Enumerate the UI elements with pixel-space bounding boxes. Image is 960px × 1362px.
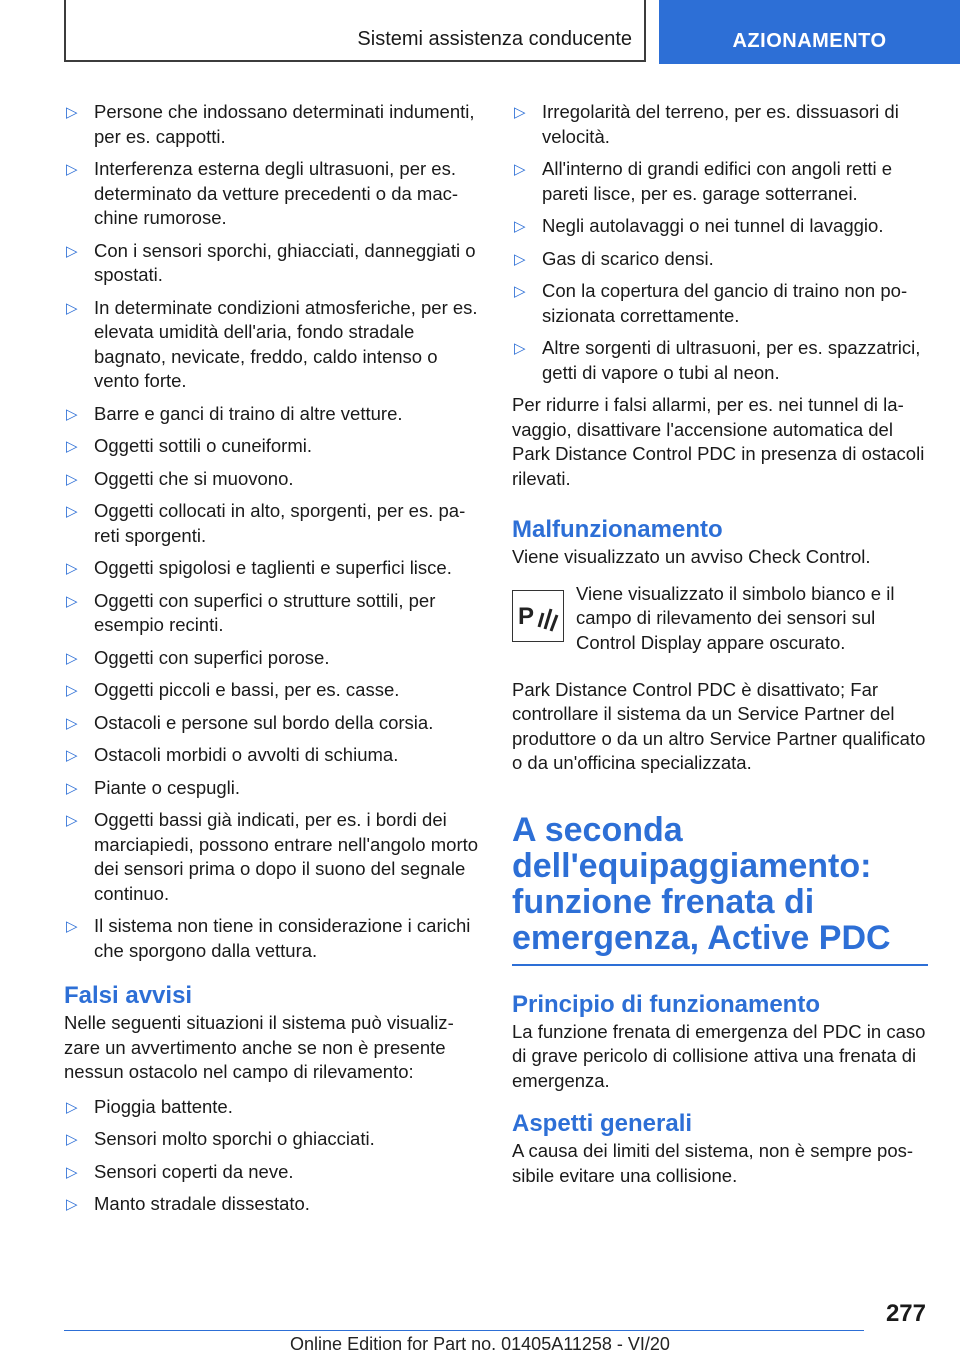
triangle-right-icon: ▷ [514,218,526,235]
list-item: ▷ Persone che indossano determinati indumenti, per es. cappotti. [66,101,475,147]
page-header [64,0,960,64]
triangle-right-icon: ▷ [514,161,526,178]
triangle-right-icon: ▷ [66,299,78,317]
triangle-right-icon: ▷ [66,104,78,121]
list-item: ▷ Oggetti spigolosi e taglienti e superfici lisce. [64,556,480,581]
pdc-warning-icon-graphic [513,591,562,640]
list-item: ▷ Ostacoli morbidi o avvolti di schiuma. [64,743,480,768]
list-item: ▷ Gas di scarico densi. [512,247,928,272]
list-item: ▷ Oggetti con superfici o strutture sottili, per esempio recinti. [66,589,436,635]
chapter-tab [659,0,960,64]
triangle-right-icon: ▷ [66,470,78,488]
list-item: ▷ Oggetti piccoli e bassi, per es. casse. [64,678,480,703]
svg-text:P: P [518,602,535,630]
falsi-avvisi-heading: Falsi avvisi [64,982,193,1009]
list-item: ▷ Manto stradale dissestato. [64,1192,480,1217]
list-item: ▷ Negli autolavaggi o nei tunnel di lavaggio. [512,214,928,239]
triangle-right-icon: ▷ [66,503,78,520]
list-item: ▷ Sensori molto sporchi o ghiacciati. [64,1127,480,1152]
triangle-right-icon: ▷ [66,560,78,577]
principio-heading: Principio di funzionamento [512,990,820,1018]
footer-divider [64,1330,864,1331]
malfunction-advice: Park Distance Control PDC è disattivato; Far controllare il sistema da un Service Partner del produttore o da un altro Service Partner qualificato o da un'officina specializzata. [512,678,926,773]
section-tab [64,0,646,62]
footer-edition: Online Edition for Part no. 01405A11258 - VI/20 [290,1334,670,1354]
list-item: ▷ Pioggia battente. [64,1095,480,1120]
list-item: ▷ Oggetti collocati in alto, sporgenti, per es. pareti sporgenti. [66,500,466,546]
list-item: ▷ Con la copertura del gancio di traino non posizionata correttamente. [514,280,908,326]
chapter-title: AZIONAMENTO [732,30,887,52]
aspetti-heading: Aspetti generali [512,1110,693,1137]
triangle-right-icon: ▷ [66,1131,78,1148]
list-item: ▷ All'interno di grandi edifici con angoli retti e pareti lisce, per es. garage sotterranei. [514,158,893,204]
aspetti-text: A causa dei limiti del sistema, non è sempre possibile evitare una collisione. [512,1140,914,1186]
list-item: ▷ Con i sensori sporchi, ghiacciati, danneggiati o spostati. [66,239,476,285]
list-item: ▷ Piante o cespugli. [64,776,480,801]
right-column [512,100,928,1188]
malfunzionamento-text: Viene visualizzato un avviso Check Control. [512,546,871,567]
list-item: ▷ Oggetti con superfici porose. [64,646,480,671]
false-alarm-list [64,1095,480,1217]
triangle-right-icon: ▷ [514,283,526,300]
list-item: ▷ Interferenza esterna degli ultrasuoni, per es. determinato da vetture precedenti o da macchine rumorose. [66,158,459,228]
principio-text: La funzione frenata di emergenza del PDC in caso di grave pericolo di collisione attiva una frenata di emergenza. [512,1020,926,1091]
list-item: ▷ Altre sorgenti di ultrasuoni, per es. spazzatrici, getti di vapore o tubi al neon. [514,337,921,383]
symbol-description: Viene visualizzato il simbolo bianco e il campo di rilevamento dei sensori sul Control Display appare oscurato. [576,582,895,653]
triangle-right-icon: ▷ [66,592,78,610]
symbol-note [512,582,928,668]
triangle-right-icon: ▷ [66,438,78,455]
falsi-avvisi-text: Nelle seguenti situazioni il sistema può visualizzare un avvertimento anche se non è presente nessun ostacolo nel campo di rilevamento: [64,1012,454,1082]
triangle-right-icon: ▷ [66,714,78,732]
triangle-right-icon: ▷ [66,649,78,667]
false-alarm-advice: Per ridurre i falsi allarmi, per es. nei tunnel di lavaggio, disattivare l'accensione automatica del Park Distance Control PDC in presenza di ostacoli rilevati. [512,394,925,489]
list-item: ▷ Barre e ganci di traino di altre vetture. [64,402,480,427]
malfunzionamento-heading: Malfunzionamento [512,516,723,543]
pdc-warning-icon [512,590,564,642]
triangle-right-icon: ▷ [66,161,78,178]
left-column [64,100,480,1225]
list-item: ▷ Ostacoli e persone sul bordo della corsia. [64,711,480,736]
section-title: Sistemi assistenza conducente [357,28,632,50]
triangle-right-icon: ▷ [66,405,78,423]
list-item: ▷ In determinate condizioni atmosferiche, per es. elevata umidità dell'aria, fondo stradale bagnato, nevicate, freddo, caldo intenso o vento forte. [66,296,478,391]
list-item: ▷ Oggetti che si muovono. [64,467,480,492]
limits-list [64,100,480,963]
page-number: 277 [885,1300,926,1327]
triangle-right-icon: ▷ [66,1163,78,1181]
triangle-right-icon: ▷ [66,918,78,935]
triangle-right-icon: ▷ [66,747,78,764]
triangle-right-icon: ▷ [514,104,526,121]
heading-divider [512,964,928,966]
list-item: ▷ Il sistema non tiene in considerazione i carichi che sporgono dalla vettura. [66,915,471,961]
section-heading-active-pdc: A seconda dell'equipaggiamento: funzione frenata di emergenza, Active PDC [512,810,891,957]
triangle-right-icon: ▷ [66,779,78,797]
list-item: ▷ Irregolarità del terreno, per es. dissuasori di velocità. [514,101,899,147]
more-false-alarm-list [512,100,928,385]
list-item: ▷ Oggetti sottili o cuneiformi. [64,434,480,459]
triangle-right-icon: ▷ [66,242,78,260]
triangle-right-icon: ▷ [66,1196,78,1213]
triangle-right-icon: ▷ [66,1098,78,1116]
list-item: ▷ Sensori coperti da neve. [64,1160,480,1185]
triangle-right-icon: ▷ [66,682,78,699]
list-item: ▷ Oggetti bassi già indicati, per es. i bordi dei marciapiedi, possono entrare nell'angolo morto dei sensori prima o dopo il suono del segnale continuo. [66,809,479,904]
triangle-right-icon: ▷ [514,250,526,268]
triangle-right-icon: ▷ [514,340,526,357]
triangle-right-icon: ▷ [66,812,78,829]
